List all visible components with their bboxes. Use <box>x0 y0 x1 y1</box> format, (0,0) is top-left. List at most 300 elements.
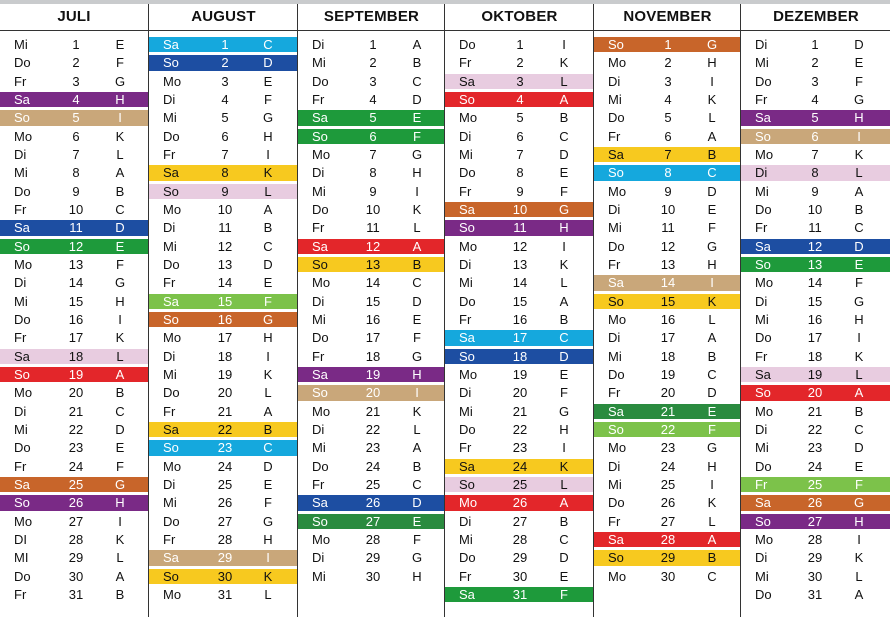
weekday-label: Fr <box>459 311 472 327</box>
weekday-label: Do <box>755 73 772 89</box>
day-letter: F <box>708 220 716 236</box>
day-letter: K <box>115 128 125 144</box>
day-row <box>298 164 445 181</box>
day-row <box>298 183 445 200</box>
day-number: 28 <box>807 531 823 547</box>
day-row <box>741 311 890 328</box>
day-row <box>594 36 741 53</box>
day-row <box>298 348 445 365</box>
day-row <box>741 568 890 585</box>
day-row <box>149 183 298 200</box>
day-letter: I <box>266 550 270 566</box>
day-row <box>149 109 298 126</box>
day-number: 12 <box>660 238 676 254</box>
day-letter: G <box>262 110 274 126</box>
day-row <box>741 366 890 383</box>
day-row <box>741 348 890 365</box>
day-letter: D <box>707 385 717 401</box>
day-number: 30 <box>365 568 381 584</box>
weekday-label: Sa <box>608 146 624 162</box>
day-number: 14 <box>660 275 676 291</box>
day-number: 17 <box>217 330 233 346</box>
day-number: 16 <box>365 311 381 327</box>
day-letter: A <box>412 37 422 52</box>
day-row <box>741 549 890 566</box>
day-number: 17 <box>807 330 823 346</box>
weekday-label: Mi <box>459 275 473 291</box>
weekday-label: So <box>14 238 30 254</box>
day-letter: K <box>854 348 864 364</box>
weekday-label: Di <box>608 458 621 474</box>
weekday-label: Mi <box>459 403 473 419</box>
day-letter: A <box>263 201 273 217</box>
day-letter: F <box>116 55 124 71</box>
day-row <box>298 146 445 163</box>
day-number: 29 <box>512 550 528 566</box>
day-letter: K <box>707 293 717 309</box>
day-row <box>741 164 890 181</box>
day-number: 5 <box>221 110 229 126</box>
day-letter: K <box>559 55 569 71</box>
weekday-label: Sa <box>312 366 328 382</box>
weekday-label: Sa <box>163 293 179 309</box>
day-letter: C <box>707 568 717 584</box>
day-number: 2 <box>516 55 524 71</box>
day-row <box>594 109 741 126</box>
weekday-label: So <box>14 110 30 126</box>
day-row <box>445 439 594 456</box>
month-header: NOVEMBER <box>594 4 741 31</box>
day-row <box>0 274 148 291</box>
weekday-label: Di <box>163 476 176 492</box>
day-letter: F <box>855 275 863 291</box>
day-row <box>741 73 890 90</box>
month-column-august <box>148 4 298 617</box>
day-letter: C <box>559 330 569 346</box>
day-row <box>445 201 594 218</box>
day-letter: G <box>411 348 423 364</box>
day-letter: E <box>115 238 125 254</box>
day-number: 18 <box>365 348 381 364</box>
day-letter: E <box>559 165 569 181</box>
day-row <box>0 238 148 255</box>
weekday-label: Fr <box>608 128 621 144</box>
weekday-label: Sa <box>14 476 30 492</box>
weekday-label: Mi <box>312 568 326 584</box>
day-letter: K <box>854 550 864 566</box>
day-row <box>445 219 594 236</box>
day-number: 28 <box>68 531 84 547</box>
day-letter: C <box>412 476 422 492</box>
day-row <box>445 513 594 530</box>
day-number: 8 <box>72 165 80 181</box>
day-row <box>741 329 890 346</box>
weekday-label: Di <box>608 201 621 217</box>
day-row <box>0 568 148 585</box>
day-row <box>741 36 890 53</box>
weekday-label: Fr <box>755 476 768 492</box>
day-letter: B <box>412 55 422 71</box>
day-row <box>741 421 890 438</box>
day-row <box>594 219 741 236</box>
weekday-label: Fr <box>14 458 27 474</box>
day-row <box>594 54 741 71</box>
day-row <box>741 109 890 126</box>
day-letter: L <box>560 73 568 89</box>
day-number: 3 <box>516 73 524 89</box>
day-letter: K <box>412 201 422 217</box>
day-number: 17 <box>68 330 84 346</box>
day-number: 13 <box>365 256 381 272</box>
day-row <box>594 403 741 420</box>
day-row <box>0 311 148 328</box>
day-row <box>0 293 148 310</box>
day-row <box>445 164 594 181</box>
day-number: 15 <box>807 293 823 309</box>
weekday-label: Di <box>163 91 176 107</box>
day-number: 24 <box>68 458 84 474</box>
day-number: 9 <box>221 183 229 199</box>
day-letter: F <box>560 385 568 401</box>
weekday-label: Sa <box>459 458 475 474</box>
day-number: 1 <box>221 37 229 52</box>
day-letter: D <box>263 256 273 272</box>
weekday-label: Di <box>14 275 27 291</box>
day-number: 15 <box>365 293 381 309</box>
weekday-label: Sa <box>459 330 475 346</box>
day-letter: G <box>114 275 126 291</box>
weekday-label: Mo <box>608 568 627 584</box>
weekday-label: So <box>608 165 624 181</box>
day-letter: E <box>559 366 569 382</box>
day-number: 7 <box>664 146 672 162</box>
day-number: 23 <box>660 440 676 456</box>
day-row <box>445 73 594 90</box>
day-row <box>149 568 298 585</box>
day-number: 31 <box>807 586 823 602</box>
day-letter: D <box>263 55 273 71</box>
day-number: 13 <box>512 256 528 272</box>
day-row <box>741 513 890 530</box>
weekday-label: Di <box>608 330 621 346</box>
weekday-label: Sa <box>755 110 771 126</box>
day-letter: D <box>115 220 125 236</box>
weekday-label: Fr <box>312 476 325 492</box>
weekday-label: Mo <box>312 146 331 162</box>
day-row <box>741 201 890 218</box>
day-letter: K <box>559 256 569 272</box>
weekday-label: Sa <box>459 201 475 217</box>
day-letter: F <box>413 128 421 144</box>
weekday-label: So <box>755 385 771 401</box>
day-number: 19 <box>68 366 84 382</box>
day-row <box>298 311 445 328</box>
day-number: 9 <box>72 183 80 199</box>
weekday-label: Mo <box>459 238 478 254</box>
weekday-label: Do <box>14 440 31 456</box>
day-row <box>0 146 148 163</box>
day-row <box>149 586 298 603</box>
day-letter: L <box>413 421 421 437</box>
weekday-label: Mi <box>755 311 769 327</box>
weekday-label: Fr <box>14 586 27 602</box>
day-row <box>445 329 594 346</box>
day-row <box>298 531 445 548</box>
day-letter: A <box>854 385 864 401</box>
weekday-label: So <box>14 495 30 511</box>
weekday-label: Fr <box>163 146 176 162</box>
day-row <box>445 366 594 383</box>
weekday-label: Mo <box>14 385 33 401</box>
day-number: 6 <box>369 128 377 144</box>
day-number: 1 <box>664 37 672 52</box>
weekday-label: Di <box>459 128 472 144</box>
day-row <box>445 531 594 548</box>
month-header: AUGUST <box>149 4 298 31</box>
day-row <box>741 458 890 475</box>
day-number: 23 <box>68 440 84 456</box>
weekday-label: Do <box>608 366 625 382</box>
weekday-label: Mi <box>312 311 326 327</box>
day-letter: K <box>263 366 273 382</box>
weekday-label: Do <box>459 165 476 181</box>
weekday-label: Sa <box>163 165 179 181</box>
weekday-label: Mi <box>459 146 473 162</box>
weekday-label: Mo <box>755 275 774 291</box>
day-row <box>298 513 445 530</box>
weekday-label: Di <box>312 550 325 566</box>
day-number: 13 <box>68 256 84 272</box>
day-number: 8 <box>811 165 819 181</box>
day-letter: H <box>707 256 717 272</box>
day-letter: B <box>707 146 717 162</box>
day-number: 22 <box>68 421 84 437</box>
day-letter: C <box>854 421 864 437</box>
day-number: 28 <box>365 531 381 547</box>
weekday-label: Mi <box>14 293 28 309</box>
day-letter: F <box>264 91 272 107</box>
weekday-label: Sa <box>608 403 624 419</box>
weekday-label: Mi <box>608 220 622 236</box>
weekday-label: Sa <box>14 91 30 107</box>
weekday-label: Do <box>459 37 476 52</box>
weekday-label: Di <box>608 73 621 89</box>
day-letter: C <box>263 37 273 52</box>
day-letter: C <box>263 440 273 456</box>
weekday-label: So <box>312 385 328 401</box>
day-number: 19 <box>365 366 381 382</box>
weekday-label: So <box>459 220 475 236</box>
weekday-label: Mo <box>163 458 182 474</box>
day-number: 20 <box>512 385 528 401</box>
weekday-label: Di <box>163 220 176 236</box>
weekday-label: Mi <box>312 440 326 456</box>
day-number: 16 <box>217 311 233 327</box>
weekday-label: Mi <box>608 476 622 492</box>
day-number: 8 <box>664 165 672 181</box>
weekday-label: Mo <box>608 183 627 199</box>
weekday-label: So <box>608 293 624 309</box>
day-row <box>0 403 148 420</box>
day-row <box>445 54 594 71</box>
weekday-label: Mo <box>14 128 33 144</box>
day-letter: K <box>854 146 864 162</box>
weekday-label: Fr <box>14 201 27 217</box>
day-number: 10 <box>807 201 823 217</box>
weekday-label: Fr <box>163 403 176 419</box>
weekday-label: Di <box>312 37 325 52</box>
day-number: 22 <box>512 421 528 437</box>
day-letter: I <box>266 348 270 364</box>
day-letter: F <box>560 586 568 602</box>
day-letter: A <box>854 183 864 199</box>
day-row <box>149 403 298 420</box>
day-number: 30 <box>217 568 233 584</box>
day-letter: D <box>854 440 864 456</box>
day-row <box>445 476 594 493</box>
day-row <box>445 348 594 365</box>
weekday-label: Mo <box>755 403 774 419</box>
day-letter: D <box>412 293 422 309</box>
weekday-label: Fr <box>755 91 768 107</box>
day-number: 10 <box>660 201 676 217</box>
day-row <box>0 164 148 181</box>
day-row <box>445 549 594 566</box>
day-letter: D <box>854 238 864 254</box>
day-number: 4 <box>72 91 80 107</box>
day-letter: F <box>560 183 568 199</box>
day-number: 24 <box>660 458 676 474</box>
day-letter: I <box>118 311 122 327</box>
day-letter: C <box>707 366 717 382</box>
day-letter: K <box>115 330 125 346</box>
weekday-label: Fr <box>312 348 325 364</box>
day-letter: B <box>707 550 717 566</box>
day-letter: H <box>412 165 422 181</box>
day-number: 29 <box>807 550 823 566</box>
weekday-label: Do <box>312 458 329 474</box>
weekday-label: Di <box>459 385 472 401</box>
day-letter: L <box>708 513 716 529</box>
day-number: 18 <box>217 348 233 364</box>
day-row <box>149 201 298 218</box>
day-letter: E <box>263 73 273 89</box>
weekday-label: Sa <box>608 275 624 291</box>
day-letter: G <box>262 513 274 529</box>
day-number: 1 <box>72 37 80 52</box>
day-row <box>149 439 298 456</box>
weekday-label: Di <box>312 165 325 181</box>
day-row <box>594 238 741 255</box>
day-letter: E <box>412 513 422 529</box>
day-letter: I <box>710 73 714 89</box>
weekday-label: Do <box>14 311 31 327</box>
day-letter: A <box>115 568 125 584</box>
day-number: 14 <box>68 275 84 291</box>
weekday-label: Fr <box>459 568 472 584</box>
day-row <box>0 494 148 511</box>
day-number: 3 <box>664 73 672 89</box>
weekday-label: Mo <box>163 201 182 217</box>
day-number: 7 <box>516 146 524 162</box>
day-letter: I <box>118 110 122 126</box>
weekday-label: Fr <box>163 531 176 547</box>
weekday-label: So <box>755 256 771 272</box>
day-number: 19 <box>217 366 233 382</box>
weekday-label: Sa <box>163 37 179 52</box>
weekday-label: Do <box>755 458 772 474</box>
weekday-label: Do <box>312 330 329 346</box>
day-number: 14 <box>807 275 823 291</box>
weekday-label: Sa <box>14 220 30 236</box>
weekday-label: Mi <box>755 183 769 199</box>
weekday-label: Do <box>459 421 476 437</box>
day-letter: H <box>263 128 273 144</box>
day-number: 7 <box>221 146 229 162</box>
day-number: 22 <box>660 421 676 437</box>
weekday-label: Do <box>755 201 772 217</box>
day-number: 9 <box>811 183 819 199</box>
day-row <box>445 146 594 163</box>
day-row <box>741 586 890 603</box>
day-row <box>741 183 890 200</box>
weekday-label: Mi <box>312 55 326 71</box>
day-letter: L <box>560 476 568 492</box>
day-number: 23 <box>512 440 528 456</box>
weekday-label: Mi <box>608 91 622 107</box>
day-letter: A <box>559 495 569 511</box>
weekday-label: Mo <box>608 311 627 327</box>
day-letter: H <box>854 311 864 327</box>
day-letter: H <box>707 55 717 71</box>
day-letter: K <box>263 568 273 584</box>
day-row <box>0 531 148 548</box>
day-letter: G <box>853 293 865 309</box>
day-number: 23 <box>365 440 381 456</box>
day-row <box>298 329 445 346</box>
day-row <box>594 183 741 200</box>
weekday-label: Mi <box>163 366 177 382</box>
weekday-label: Fr <box>312 91 325 107</box>
weekday-label: Mo <box>459 366 478 382</box>
day-number: 16 <box>807 311 823 327</box>
day-row <box>594 311 741 328</box>
day-number: 11 <box>218 220 232 236</box>
weekday-label: Mo <box>755 531 774 547</box>
day-number: 27 <box>807 513 823 529</box>
day-number: 15 <box>217 293 233 309</box>
day-row <box>594 128 741 145</box>
day-number: 6 <box>516 128 524 144</box>
day-letter: C <box>559 531 569 547</box>
day-number: 20 <box>217 385 233 401</box>
day-row <box>445 183 594 200</box>
weekday-label: Do <box>608 238 625 254</box>
day-letter: E <box>412 110 422 126</box>
day-letter: I <box>562 238 566 254</box>
day-row <box>149 458 298 475</box>
day-number: 5 <box>369 110 377 126</box>
day-number: 19 <box>660 366 676 382</box>
day-row <box>149 36 298 53</box>
month-column-september <box>297 4 445 617</box>
month-header: OKTOBER <box>445 4 594 31</box>
day-number: 18 <box>512 348 528 364</box>
month-column-november <box>593 4 741 617</box>
day-row <box>741 238 890 255</box>
day-number: 27 <box>660 513 676 529</box>
weekday-label: So <box>312 128 328 144</box>
